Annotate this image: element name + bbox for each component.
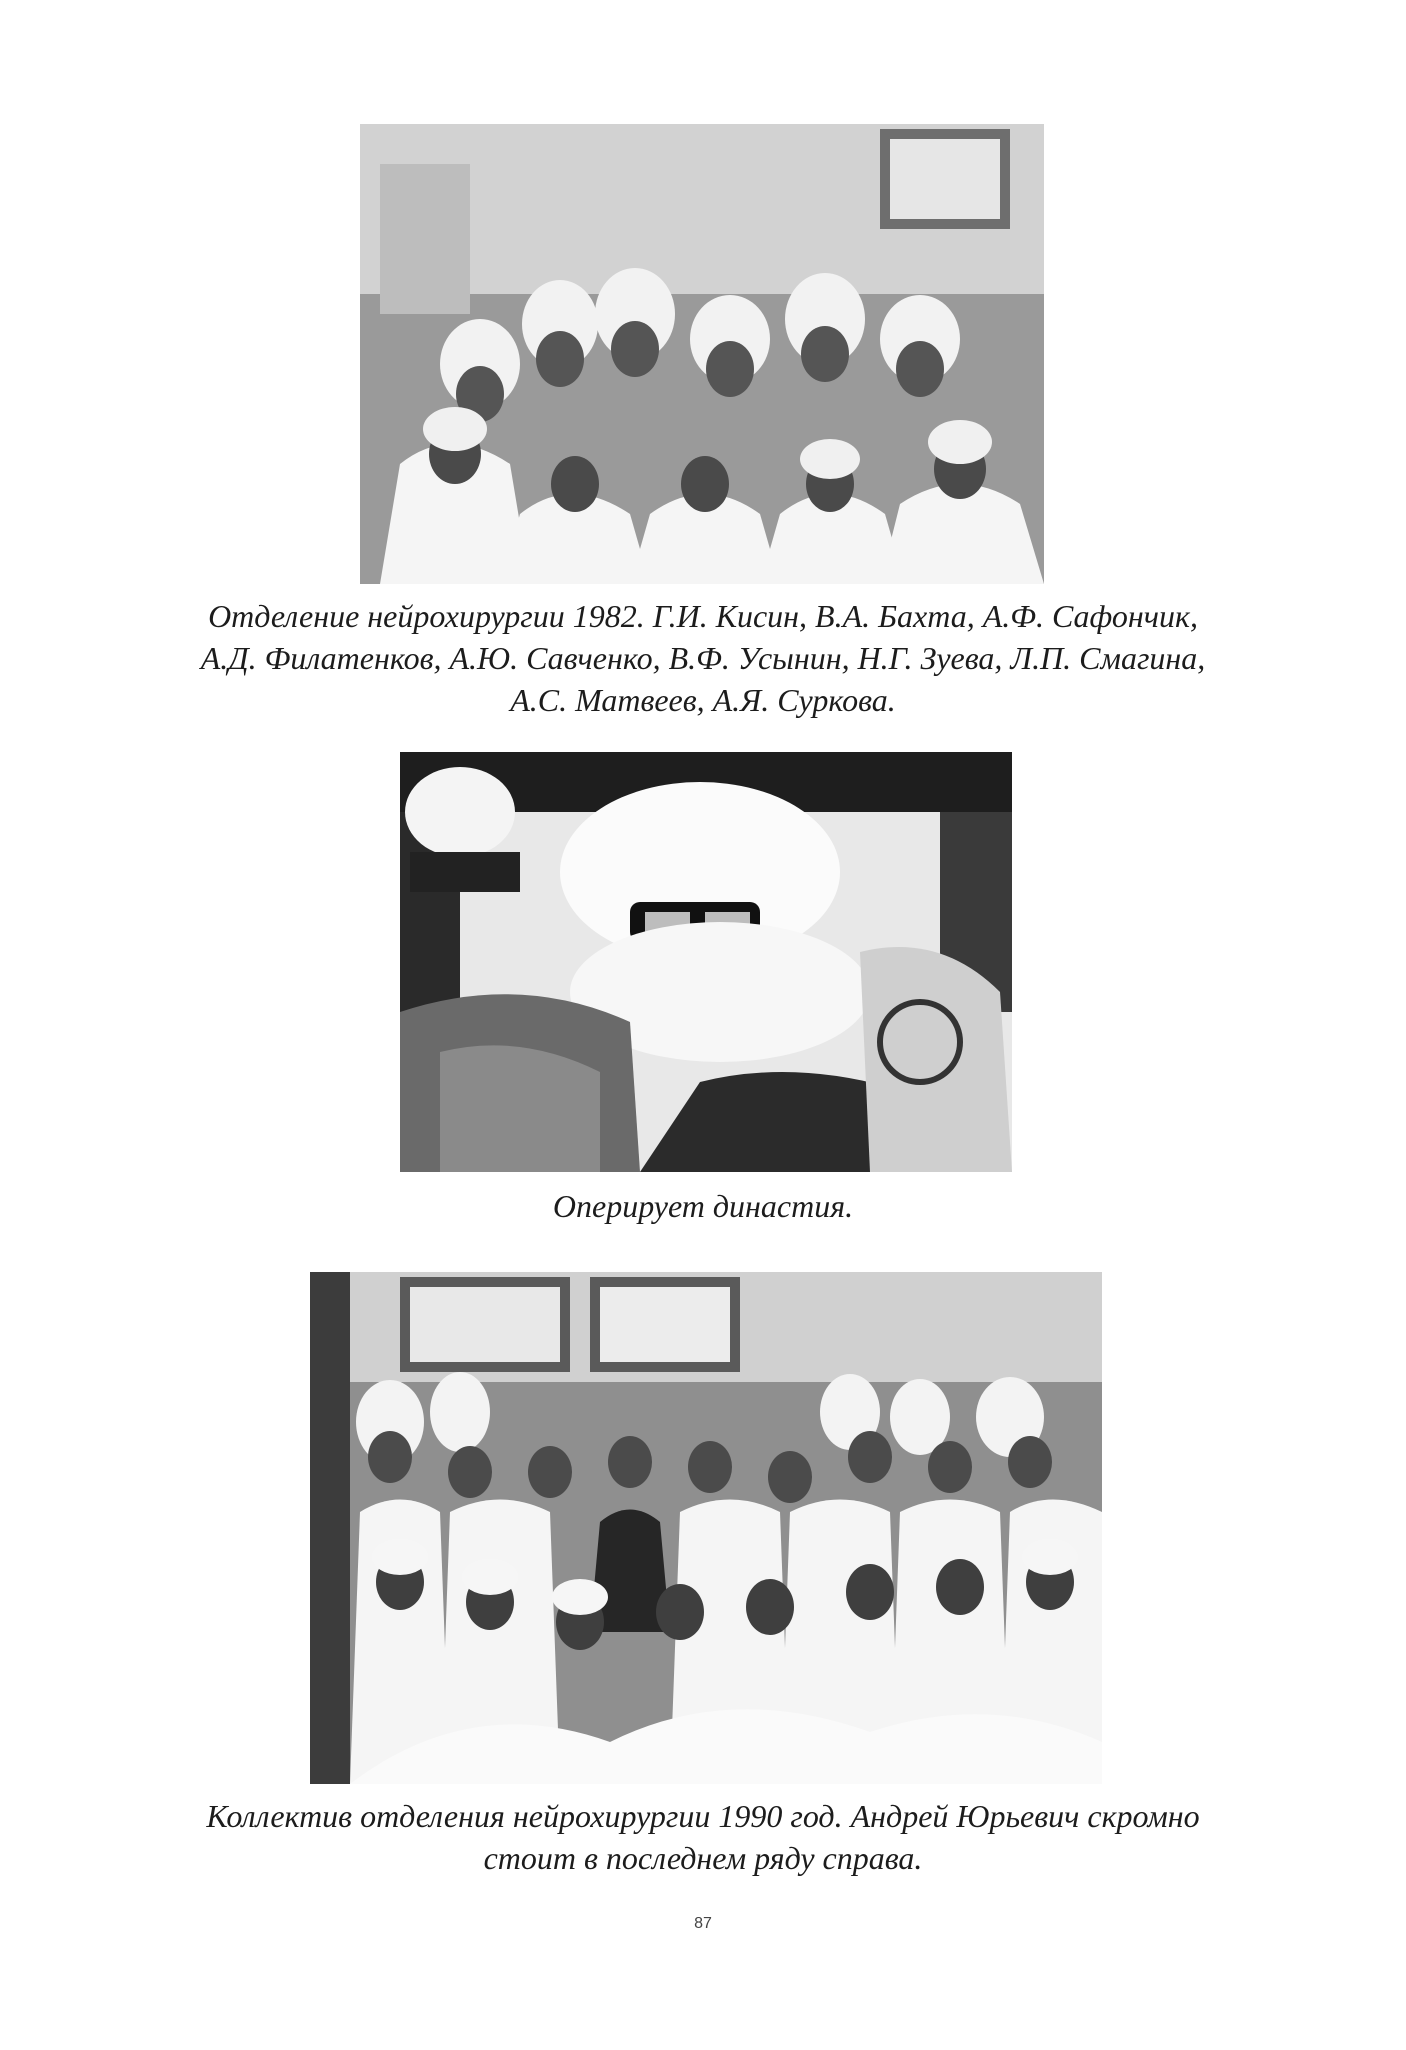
page-number: 87 <box>694 1915 712 1932</box>
caption-operating-dynasty <box>0 1185 1406 1227</box>
caption-neurosurgery-department-1982 <box>0 595 1406 721</box>
surgery-photo-image <box>400 752 1012 1172</box>
photo-neurosurgery-team-1990 <box>310 1272 1102 1784</box>
group-photo-image <box>360 124 1044 584</box>
caption-line: стоит в последнем ряду справа. <box>483 1840 923 1876</box>
caption-neurosurgery-team-1990 <box>0 1795 1406 1879</box>
photo-neurosurgery-department-1982 <box>360 124 1044 584</box>
caption-line: Отделение нейрохирургии 1982. Г.И. Кисин, В.А. Бахта, А.Ф. Сафончик, <box>208 598 1198 634</box>
caption-line: А.С. Матвеев, А.Я. Суркова. <box>510 682 896 718</box>
team-photo-image <box>310 1272 1102 1784</box>
caption-line: Коллектив отделения нейрохирургии 1990 год. Андрей Юрьевич скромно <box>206 1798 1200 1834</box>
caption-line: Оперирует династия. <box>552 1188 854 1224</box>
caption-line: А.Д. Филатенков, А.Ю. Савченко, В.Ф. Усынин, Н.Г. Зуева, Л.П. Смагина, <box>200 640 1206 676</box>
photo-operating-dynasty <box>400 752 1012 1172</box>
